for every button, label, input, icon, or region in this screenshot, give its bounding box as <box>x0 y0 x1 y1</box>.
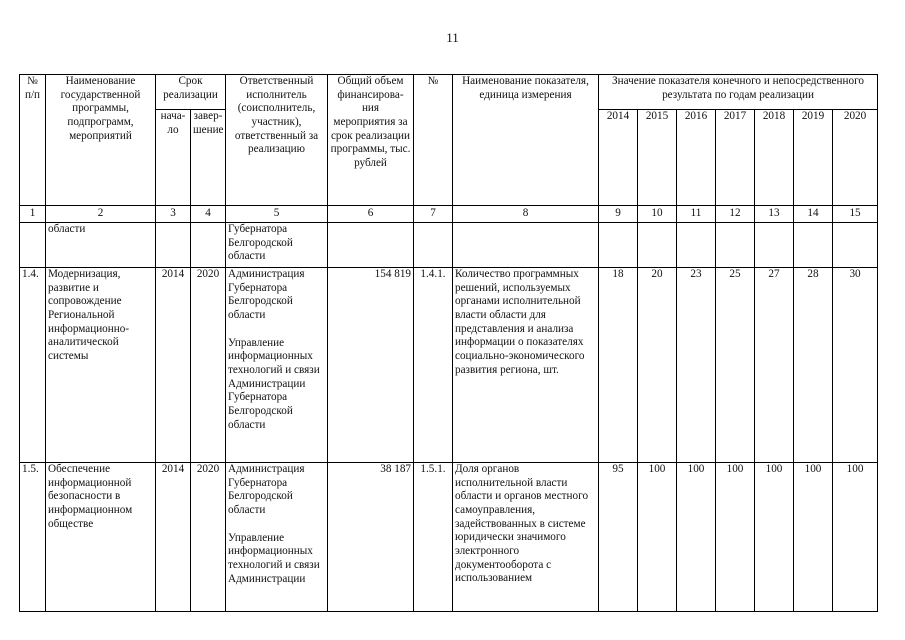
start-year: 2014 <box>156 268 191 463</box>
value-2019: 100 <box>794 463 833 612</box>
column-number: 5 <box>226 206 328 223</box>
value-2014: 95 <box>599 463 638 612</box>
header-row-1 <box>20 75 878 110</box>
header-year: 2018 <box>755 110 794 206</box>
header-indicator-name: Наименование показателя, единица измерения <box>453 75 599 206</box>
value-2020: 100 <box>833 463 878 612</box>
header-year: 2019 <box>794 110 833 206</box>
carry-responsible: Губернатора Белгородской области <box>226 223 328 268</box>
header-end: завер-шение <box>191 110 226 206</box>
responsible-cell <box>226 268 328 463</box>
responsible-secondary: Управление информационных технологий и связи Администрации Губернатора Белгородской области <box>228 336 320 431</box>
column-number: 11 <box>677 206 716 223</box>
value-2016: 23 <box>677 268 716 463</box>
value-2015: 20 <box>638 268 677 463</box>
header-term: Срок реализации <box>156 75 226 110</box>
header-year: 2015 <box>638 110 677 206</box>
carry-program-name: области <box>46 223 156 268</box>
column-number: 7 <box>414 206 453 223</box>
value-2015: 100 <box>638 463 677 612</box>
end-year: 2020 <box>191 463 226 612</box>
column-number: 6 <box>328 206 414 223</box>
table-row-1-4 <box>20 268 878 463</box>
column-number: 9 <box>599 206 638 223</box>
column-number: 8 <box>453 206 599 223</box>
row-number: 1.5. <box>20 463 46 612</box>
value-2020: 30 <box>833 268 878 463</box>
column-number: 3 <box>156 206 191 223</box>
row-number: 1.4. <box>20 268 46 463</box>
value-2018: 27 <box>755 268 794 463</box>
column-number: 15 <box>833 206 878 223</box>
column-number: 10 <box>638 206 677 223</box>
column-number: 4 <box>191 206 226 223</box>
responsible-secondary: Управление информационных технологий и связи Администрации <box>228 531 320 585</box>
program-name: Модернизация, развитие и сопровождение Региональной информационно-аналитической системы <box>46 268 156 463</box>
value-2019: 28 <box>794 268 833 463</box>
header-year: 2020 <box>833 110 878 206</box>
indicator-number: 1.4.1. <box>414 268 453 463</box>
carry-over-row <box>20 223 878 268</box>
indicator-number: 1.5.1. <box>414 463 453 612</box>
column-number: 1 <box>20 206 46 223</box>
responsible-primary: Администрация Губернатора Белгородской области <box>228 463 305 516</box>
indicator-name: Количество программных решений, используемых органами исполнительной власти области для представления и анализа информации о показателях социально-экономического развития региона, шт. <box>453 268 599 463</box>
column-number: 2 <box>46 206 156 223</box>
column-number: 12 <box>716 206 755 223</box>
start-year: 2014 <box>156 463 191 612</box>
header-funding: Общий объем финансирова-ния мероприятия за срок реализации программы, тыс. рублей <box>328 75 414 206</box>
header-year: 2017 <box>716 110 755 206</box>
header-start: нача-ло <box>156 110 191 206</box>
value-2016: 100 <box>677 463 716 612</box>
program-table <box>19 74 878 612</box>
table-row-1-5 <box>20 463 878 612</box>
column-number-row <box>20 206 878 223</box>
header-indicator-num: № <box>414 75 453 206</box>
value-2018: 100 <box>755 463 794 612</box>
value-2017: 100 <box>716 463 755 612</box>
program-name: Обеспечение информационной безопасности в информационном обществе <box>46 463 156 612</box>
column-number: 13 <box>755 206 794 223</box>
funding-amount: 38 187 <box>328 463 414 612</box>
responsible-cell <box>226 463 328 612</box>
header-program-name: Наименование государственной программы, подпрограмм, мероприятий <box>46 75 156 206</box>
header-year: 2016 <box>677 110 716 206</box>
end-year: 2020 <box>191 268 226 463</box>
header-responsible: Ответственный исполнитель (соисполнитель, участник), ответственный за реализацию <box>226 75 328 206</box>
header-num: № п/п <box>20 75 46 206</box>
indicator-name: Доля органов исполнительной власти области и органов местного самоуправления, задействованных в системе юридически значимого электронного документооборота с использованием <box>453 463 599 612</box>
header-year: 2014 <box>599 110 638 206</box>
funding-amount: 154 819 <box>328 268 414 463</box>
responsible-primary: Администрация Губернатора Белгородской области <box>228 268 305 321</box>
value-2017: 25 <box>716 268 755 463</box>
column-number: 14 <box>794 206 833 223</box>
page-number: 11 <box>446 30 459 45</box>
value-2014: 18 <box>599 268 638 463</box>
header-values: Значение показателя конечного и непосредственного результата по годам реализации <box>599 75 878 110</box>
